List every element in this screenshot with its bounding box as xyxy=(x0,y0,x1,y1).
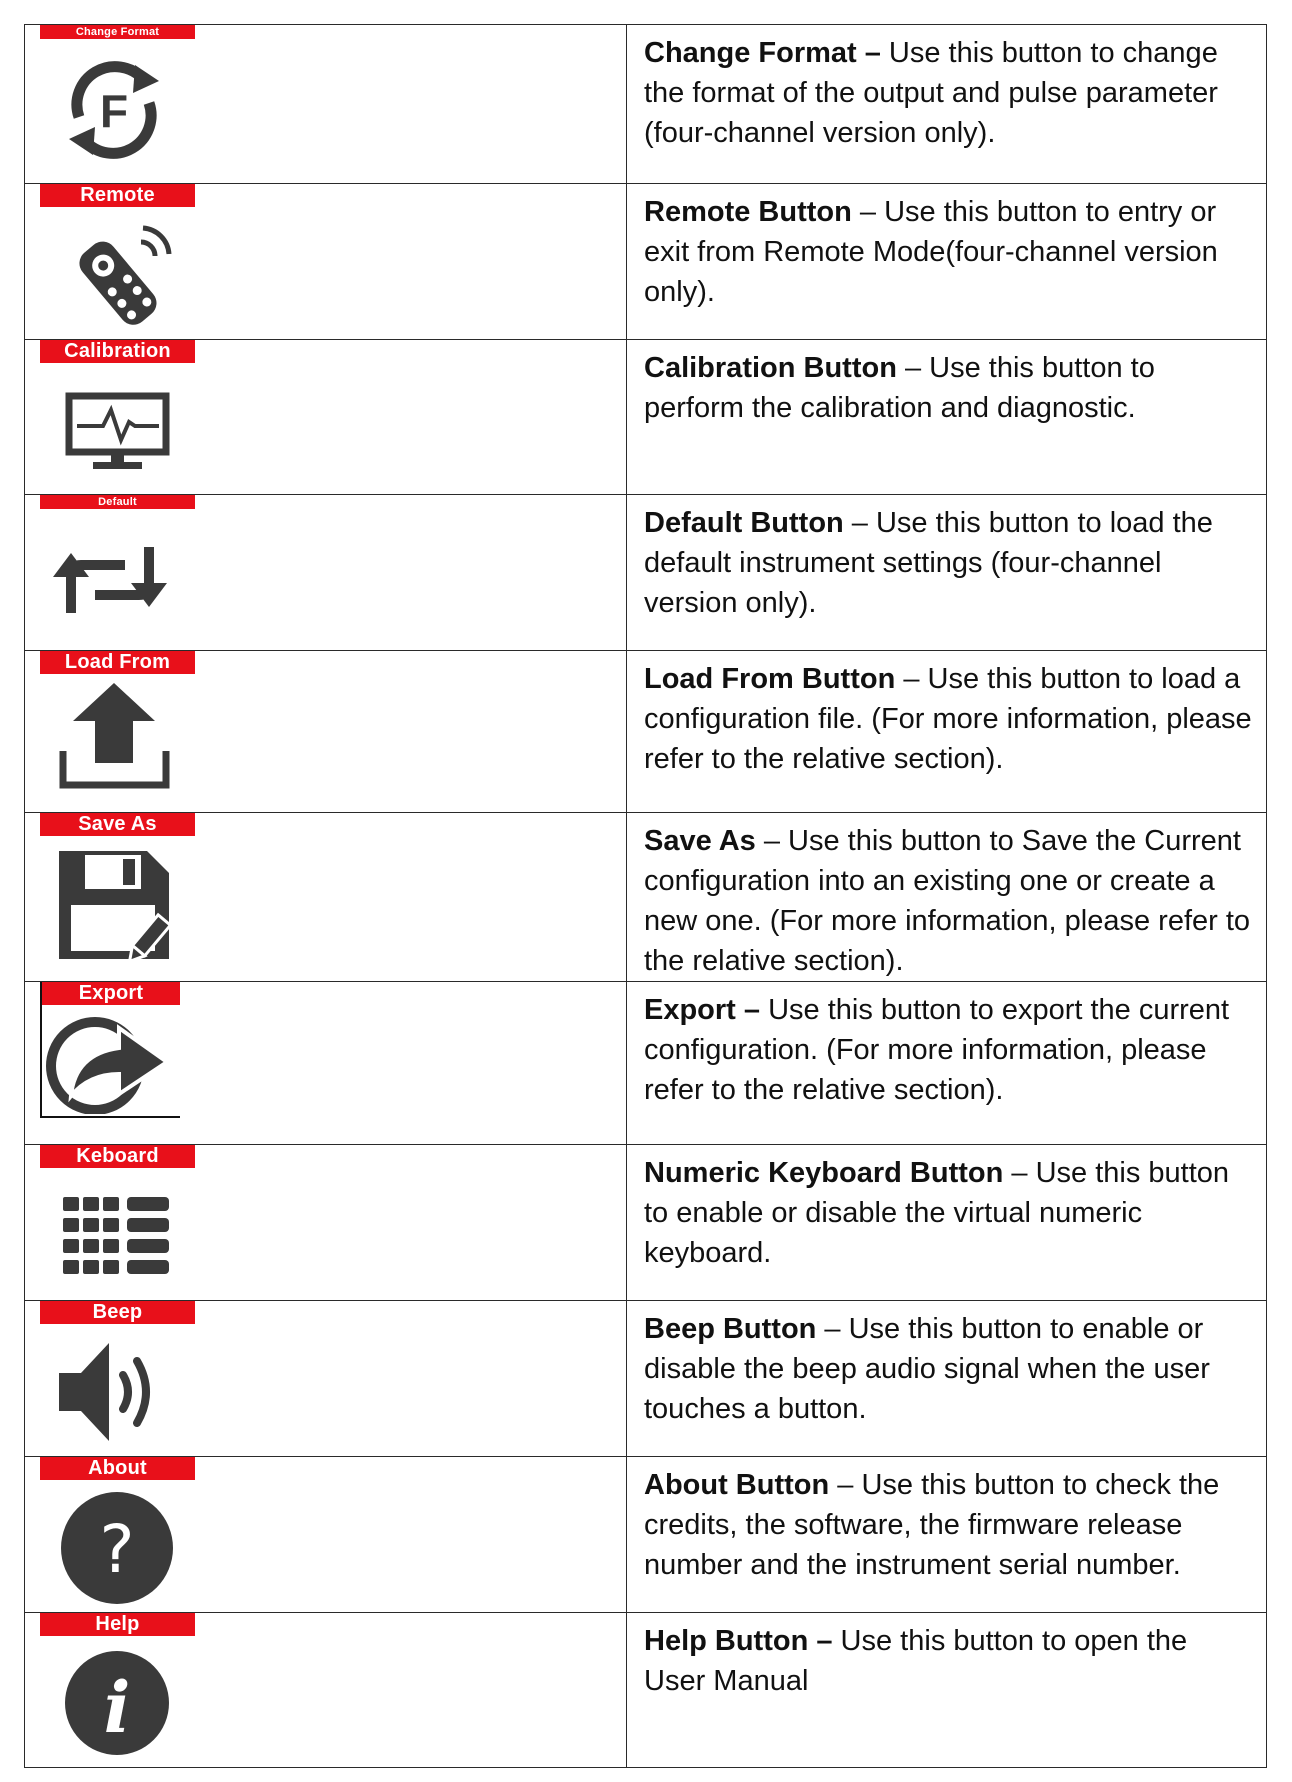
help-label: Help xyxy=(40,1613,195,1636)
icon-cell xyxy=(25,982,627,1145)
export-label: Export xyxy=(42,982,180,1005)
default-label: Default xyxy=(40,495,195,509)
change-format-icon xyxy=(59,55,169,165)
row-title: Help Button – xyxy=(644,1625,833,1657)
svg-text:i: i xyxy=(103,1666,131,1749)
icon-cell xyxy=(25,25,627,184)
row-title: Load From Button xyxy=(644,663,896,695)
row-title: Save As xyxy=(644,825,756,857)
row-title: Export – xyxy=(644,994,761,1026)
row-title: Default Button xyxy=(644,507,844,539)
table-row xyxy=(25,495,1267,651)
svg-text:?: ? xyxy=(99,1511,135,1588)
row-title: Remote Button xyxy=(644,196,852,228)
description-cell xyxy=(627,25,1267,184)
calibration-label: Calibration xyxy=(40,340,195,363)
icon-cell xyxy=(25,340,627,495)
row-text: – Use this button to perform the calibration and diagnostic. xyxy=(644,352,1155,424)
change-format-label: Change Format xyxy=(40,25,195,39)
row-title: Change Format – xyxy=(644,37,881,69)
button-reference-table xyxy=(24,24,1267,1768)
table-row xyxy=(25,651,1267,813)
question-icon xyxy=(59,1490,175,1606)
description-cell xyxy=(627,813,1267,982)
description-cell xyxy=(627,495,1267,651)
export-share-icon xyxy=(45,1014,170,1114)
keyboard-label: Keboard xyxy=(40,1145,195,1168)
upload-icon xyxy=(57,681,172,791)
about-label: About xyxy=(40,1457,195,1480)
table-row xyxy=(25,982,1267,1145)
calibration-monitor-icon xyxy=(65,392,170,472)
icon-cell xyxy=(25,1457,627,1613)
save-disk-icon xyxy=(55,847,175,967)
row-title: Calibration Button xyxy=(644,352,897,384)
svg-text:F: F xyxy=(99,85,129,137)
row-title: About Button xyxy=(644,1469,830,1501)
remote-label: Remote xyxy=(40,184,195,207)
description-cell xyxy=(627,1613,1267,1768)
icon-cell xyxy=(25,184,627,340)
speaker-icon xyxy=(55,1337,165,1447)
description-cell xyxy=(627,1145,1267,1301)
keypad-icon xyxy=(63,1197,173,1277)
save-as-label: Save As xyxy=(40,813,195,836)
row-text: – Use this button to check the credits, the software, the firmware release number and the instrument serial number. xyxy=(644,1469,1220,1581)
icon-cell xyxy=(25,813,627,982)
description-cell xyxy=(627,651,1267,813)
description-cell xyxy=(627,1457,1267,1613)
table-row xyxy=(25,813,1267,982)
table-row xyxy=(25,1457,1267,1613)
description-cell xyxy=(627,1301,1267,1457)
table-row xyxy=(25,1613,1267,1768)
table-row xyxy=(25,340,1267,495)
default-reset-icon xyxy=(53,535,168,625)
info-icon xyxy=(63,1648,173,1758)
icon-cell xyxy=(25,495,627,651)
description-cell xyxy=(627,184,1267,340)
remote-control-icon xyxy=(59,218,174,333)
beep-label: Beep xyxy=(40,1301,195,1324)
row-text: – Use this button to enable or disable the virtual numeric keyboard. xyxy=(644,1157,1230,1269)
row-text: – Use this button to entry or exit from Remote Mode(four-channel version only). xyxy=(644,196,1218,308)
icon-cell xyxy=(25,1145,627,1301)
row-title: Beep Button xyxy=(644,1313,817,1345)
table-row xyxy=(25,25,1267,184)
row-text: – Use this button to load the default instrument settings (four-channel version only). xyxy=(644,507,1213,619)
row-text: – Use this button to load a configuration file. (For more information, please refer to the relative section). xyxy=(644,663,1252,775)
description-cell xyxy=(627,340,1267,495)
row-text: Use this button to change the format of the output and pulse parameter (four-channel version only). xyxy=(644,37,1218,149)
table-row xyxy=(25,1301,1267,1457)
row-text: Use this button to open the User Manual xyxy=(644,1625,1188,1697)
row-title: Numeric Keyboard Button xyxy=(644,1157,1004,1189)
icon-cell xyxy=(25,1613,627,1768)
row-text: Use this button to export the current configuration. (For more information, please refer to the relative section). xyxy=(644,994,1230,1106)
icon-cell xyxy=(25,1301,627,1457)
row-text: – Use this button to enable or disable the beep audio signal when the user touches a button. xyxy=(644,1313,1210,1425)
row-text: – Use this button to Save the Current configuration into an existing one or create a new one. (For more information, please refer to the relative section). xyxy=(644,825,1251,977)
load-from-label: Load From xyxy=(40,651,195,674)
table-row xyxy=(25,184,1267,340)
icon-cell xyxy=(25,651,627,813)
description-cell xyxy=(627,982,1267,1145)
table-row xyxy=(25,1145,1267,1301)
